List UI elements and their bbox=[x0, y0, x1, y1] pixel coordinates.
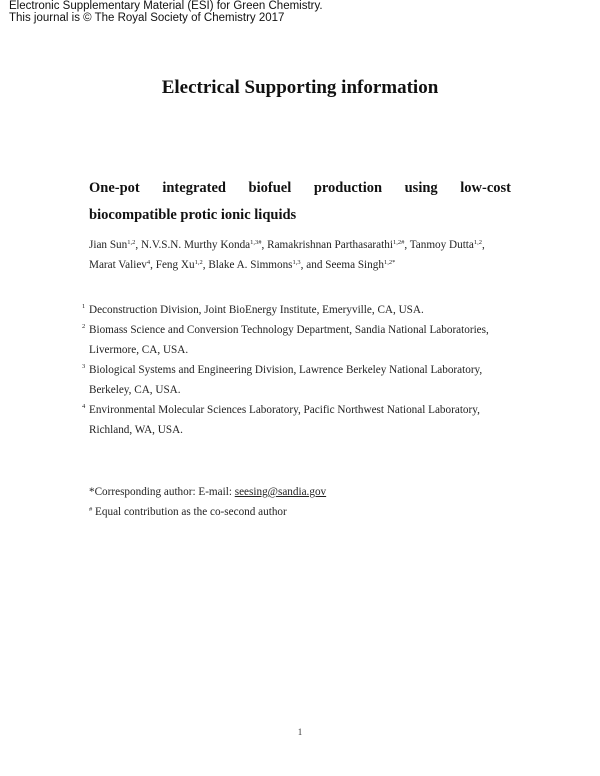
affiliation-number: 2 bbox=[82, 323, 86, 330]
affiliation-number: 1 bbox=[82, 303, 86, 310]
author-affiliation-marker: 1,2 bbox=[194, 259, 203, 266]
author-affiliation-marker: 1,3# bbox=[250, 239, 262, 246]
affiliation-text: Livermore, CA, USA. bbox=[89, 344, 189, 356]
corresponding-email-link[interactable]: seesing@sandia.gov bbox=[234, 486, 327, 498]
author-name: Blake A. Simmons bbox=[208, 259, 293, 271]
affiliation-text: Berkeley, CA, USA. bbox=[89, 384, 181, 396]
paper-title-line-1: One-pot integrated biofuel production using low-cost bbox=[89, 180, 511, 196]
author-affiliation-marker: 1,2 bbox=[473, 239, 482, 246]
corresponding-author-label: *Corresponding author: E-mail: bbox=[89, 486, 235, 498]
author-name: Jian Sun bbox=[89, 239, 128, 251]
corresponding-author bbox=[89, 482, 326, 502]
author-name: Tanmoy Dutta bbox=[409, 239, 474, 251]
author-name: Feng Xu bbox=[155, 259, 195, 271]
paper-title-line-2: biocompatible protic ionic liquids bbox=[89, 207, 297, 223]
author-affiliation-marker: 1,2# bbox=[392, 239, 405, 246]
author-name: Marat Valiev bbox=[89, 259, 147, 271]
header-line-2: This journal is © The Royal Society of Chemistry 2017 bbox=[9, 12, 285, 24]
equal-contribution-marker: # bbox=[89, 506, 93, 513]
affiliation-number: 4 bbox=[82, 403, 86, 410]
author-affiliation-marker: 1,2 bbox=[127, 239, 136, 246]
author-line-2: Marat Valiev$^4$, Feng Xu$^{1,2}$, Blake A. Simmons$^{1,3}$, and Seema Singh$^{1,2*}$ bbox=[89, 259, 396, 271]
affiliation-text: Biological Systems and Engineering Division, Lawrence Berkeley National Laboratory, bbox=[89, 364, 483, 376]
affiliation-number: 3 bbox=[82, 363, 86, 370]
journal-header bbox=[9, 0, 323, 24]
author-affiliation-marker: 1,2* bbox=[383, 259, 396, 266]
affiliation-item bbox=[82, 300, 522, 320]
author-affiliation-marker: 4 bbox=[146, 259, 151, 266]
affiliation-text: Environmental Molecular Sciences Laboratory, Pacific Northwest National Laboratory, bbox=[89, 404, 480, 416]
author-list bbox=[89, 235, 519, 275]
affiliation-text: Richland, WA, USA. bbox=[89, 424, 183, 436]
affiliation-text: Biomass Science and Conversion Technology Department, Sandia National Laboratories, bbox=[89, 324, 489, 336]
affiliation-text: Deconstruction Division, Joint BioEnergy Institute, Emeryville, CA, USA. bbox=[89, 304, 424, 316]
affiliation-item bbox=[82, 400, 522, 440]
page-number: 1 bbox=[297, 727, 303, 737]
affiliation-item bbox=[82, 360, 522, 400]
affiliation-item bbox=[82, 320, 522, 360]
author-name: N.V.S.N. Murthy Konda bbox=[140, 239, 251, 251]
equal-contribution-text: Equal contribution as the co-second author bbox=[92, 506, 287, 518]
affiliation-list bbox=[82, 300, 522, 440]
document-title: Electrical Supporting information bbox=[161, 77, 439, 98]
author-affiliation-marker: 1,3 bbox=[292, 259, 301, 266]
equal-contribution-note bbox=[89, 502, 287, 522]
author-name: and Seema Singh bbox=[306, 259, 384, 271]
paper-title bbox=[89, 175, 511, 229]
author-line-1: Jian Sun$^{1,2}$, N.V.S.N. Murthy Konda$^{1,3\#}$, Ramakrishnan Parthasarathi$^{1,2\#}$, Tanmoy Dutta$^{1,2}$, bbox=[89, 239, 485, 251]
header-line-1: Electronic Supplementary Material (ESI) for Green Chemistry. bbox=[9, 0, 323, 12]
author-name: Ramakrishnan Parthasarathi bbox=[267, 239, 393, 251]
